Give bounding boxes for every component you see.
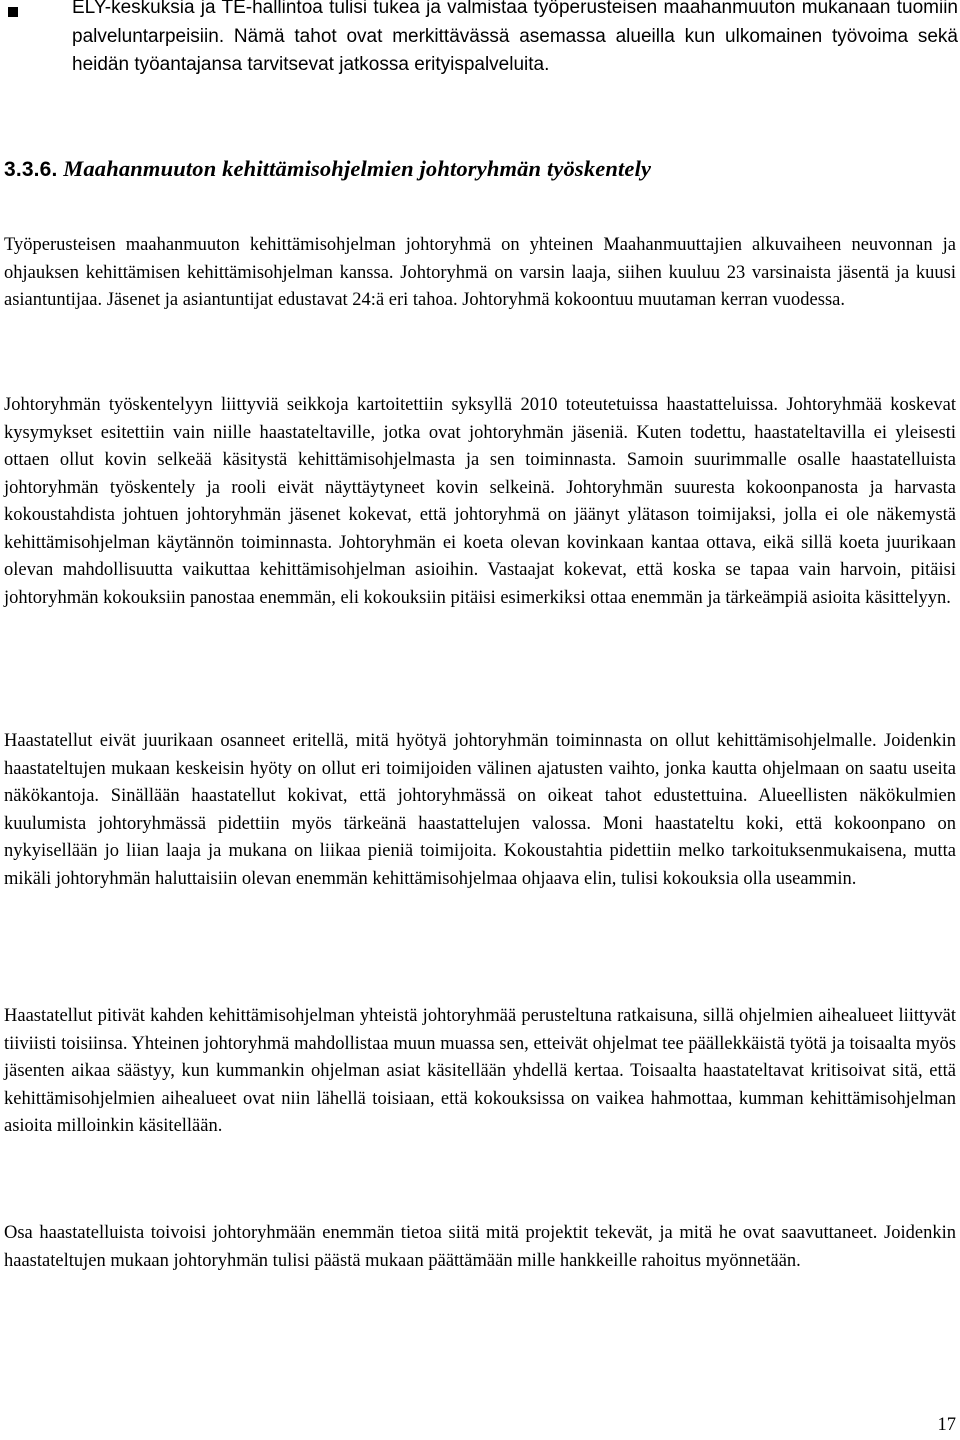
section-title: Maahanmuuton kehittämisohjelmien johtoryhmän työskentely: [63, 156, 652, 181]
section-heading: [4, 156, 651, 182]
paragraph: Osa haastatelluista toivoisi johtoryhmään enemmän tietoa siitä mitä projektit tekevät, ja mitä he ovat saavuttaneet. Joidenkin haastateltujen mukaan johtoryhmän tulisi päästä mukaan päättämään mille hankkeille rahoitus myönnetään.: [4, 1223, 956, 1271]
paragraph: Haastatellut eivät juurikaan osanneet eritellä, mitä hyötyä johtoryhmän toiminnasta on ollut kehittämisohjelmalle. Joidenkin haastateltujen mukaan keskeisin hyöty on ollut eri toimijoiden välinen ajatusten vaihto, jonka kautta ohjelmaan on saatu useita näkökantoja. Sinällään haastatellut kokivat, että johtoryhmässä on oikeat tahot edustettuina. Alueellisten näkökulmien kuulumista johtoryhmässä pidettiin myös tärkeänä haastattelujen valossa. Moni haastateltu koki, että kokoonpano on nykyisellään jo liian laaja ja mukana on liikaa pieniä toimijoita. Kokoustahtia pidettiin melko tarkoituksenmukaisena, mutta mikäli johtoryhmän haluttaisiin olevan enemmän kehittämisohjelmaa ohjaava elin, tulisi kokouksia olla useammin.: [4, 731, 956, 889]
paragraph: Johtoryhmän työskentelyyn liittyviä seikkoja kartoitettiin syksyllä 2010 toteutetuissa haastatteluissa. Johtoryhmää koskevat kysymykset esitettiin vain niille haastateltaville, jotka ovat johtoryhmän jäseniä. Kuten todettu, haastateltavilla ei yleisesti ottaen ollut kovin selkeää käsitystä kehittämisohjelmasta ja sen toiminnasta. Samoin suurimmalle osalle haastatelluista johtoryhmän työskentely ja rooli eivät näyttäytyneet kovin selkeinä. Johtoryhmän suuresta kokoonpanosta ja harvasta kokoustahdista johtuen johtoryhmän jäsenet kokevat, että johtoryhmä on jäänyt ylätason toimijaksi, jolla ei ole näkemystä kehittämisohjelman käytännön toiminnasta. Johtoryhmän ei koeta olevan kovinkaan kantaa ottava, eikä sillä koeta juurikaan olevan mahdollisuutta vaikuttaa kehittämisohjelman asioihin. Vastaajat kokevat, että koska se tapaa vain harvoin, pitäisi johtoryhmän kokouksiin panostaa enemmän, eli kokouksiin pitäisi esimerkiksi ottaa enemmän ja tärkeämpiä asioita käsittelyyn.: [4, 395, 956, 608]
section-number: 3.3.6.: [4, 158, 58, 181]
paragraph: Haastatellut pitivät kahden kehittämisohjelman yhteistä johtoryhmää perusteltuna ratkaisuna, sillä ohjelmien aihealueet liittyvät tiiviisti toisiinsa. Yhteinen johtoryhmä mahdollistaa muun muassa sen, etteivät ohjelmat tee päällekkäistä työtä ja toisaalta myös jäsenten aikaa säästyy, kun kummankin ohjelman asiat käsitellään yhdellä kertaa. Toisaalta haastateltavat kritisoivat sitä, että kehittämisohjelmien aihealueet ovat niin lähellä toisiaan, että kokouksissa on vaikea hahmottaa, kumman kehittämisohjelman asioita milloinkin käsitellään.: [4, 1006, 956, 1136]
square-bullet-icon: [8, 7, 18, 17]
page-number: 17: [937, 1415, 956, 1435]
bullet-list-item: [8, 0, 960, 80]
bullet-text: ELY-keskuksia ja TE-hallintoa tulisi tukea ja valmistaa työperusteisen maahanmuuton mukanaan tuomiin palveluntarpeisiin. Nämä tahot ovat merkittävässä asemassa alueilla kun ulkomainen työvoima sekä heidän työantajansa tarvitsevat jatkossa erityispalveluita.: [72, 0, 958, 75]
paragraph: Työperusteisen maahanmuuton kehittämisohjelman johtoryhmä on yhteinen Maahanmuuttajien alkuvaiheen neuvonnan ja ohjauksen kehittämisen kehittämisohjelman kanssa. Johtoryhmä on varsin laaja, siihen kuuluu 23 varsinaista jäsentä ja kuusi asiantuntijaa. Jäsenet ja asiantuntijat edustavat 24:ä eri tahoa. Johtoryhmä kokoontuu muutaman kerran vuodessa.: [4, 235, 956, 310]
